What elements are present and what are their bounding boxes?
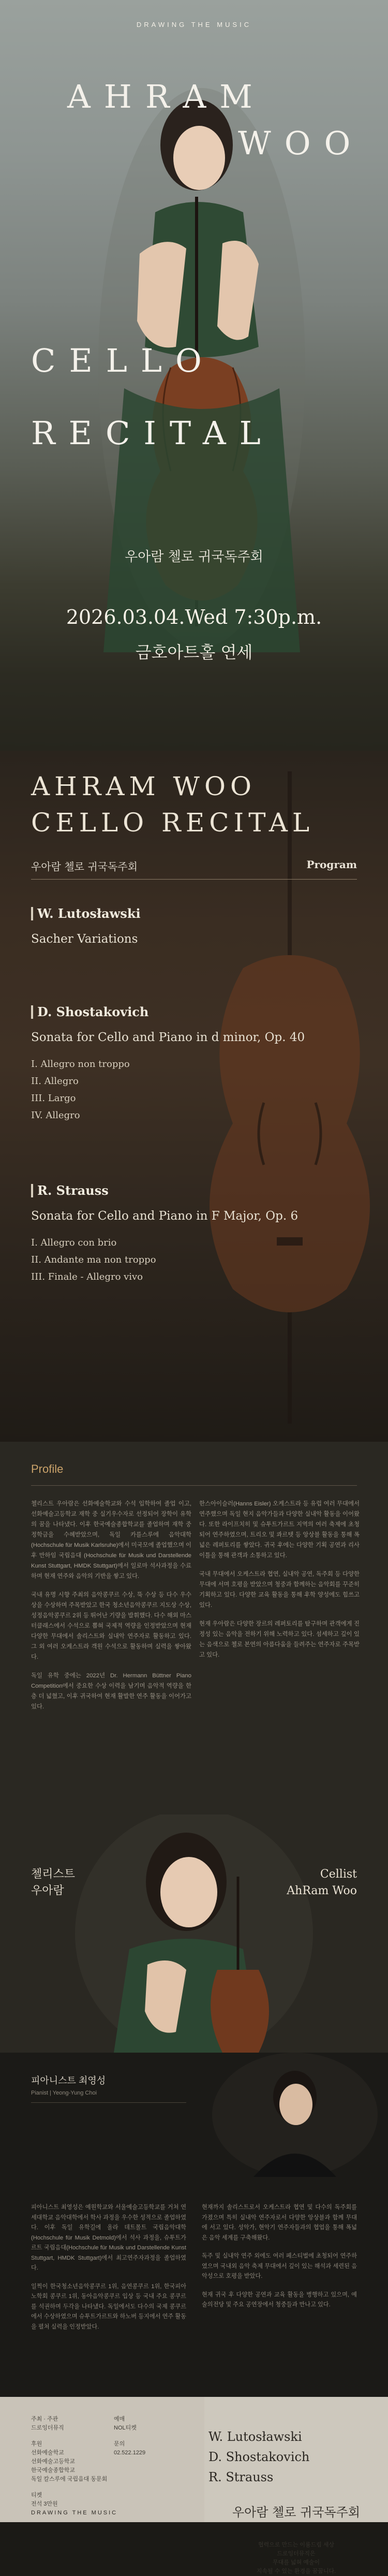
footer-note-line: 지속될 수 있는 환경을 꿈꿉니다. <box>256 2568 336 2574</box>
profile-title: Profile <box>31 1462 64 1475</box>
footer-note-line: 무대를 넓혀 예술이 <box>272 2559 320 2566</box>
program-section <box>0 751 388 1442</box>
footer-composer: W. Lutosławski <box>208 2429 302 2444</box>
footer-label: 후원 <box>31 2441 42 2447</box>
movement-item: I. Allegro con brio <box>31 1237 117 1248</box>
footer-label: 주최 · 주관 <box>31 2416 58 2422</box>
work-title: Sacher Variations <box>31 932 138 946</box>
pianist-column-right <box>202 2203 357 2319</box>
profile-section <box>0 1442 388 2053</box>
profile-paragraph: 첼리스트 우아람은 선화예술학교와 수석 입학하여 졸업 이고, 선화예술고등학교 재학 중 실기우수자로 선정되어 장학이 유학의 꿈을 나타냈다. 이후 한국예술종합학교를 졸업하며 재학 중 정학금을 수혜받았으며, 독일 카를스루에 음악대학(Hochschule für Musik Karlsruhe)에서 미국모에 졸업했으며 이 후 만하임 국립음대 (Hochschule für Musik und Darstellende Kunst Stuttgart, HMDK Stuttgart)에서 일로마 석사과정을 수료하며 현재 연주와 음악의 기반을 쌓고 있다. <box>31 1501 191 1579</box>
profile-paragraph: 국내 무대에서 오케스트라 협연, 실내악 공연, 독주회 등 다양한 무대에 서며 호평을 받았으며 청중과 함께하는 음악회를 꾸준히 기획하고 있다. 다양한 교육 활동을 통해 후학 양성에도 힘쓰고 있다. <box>199 1571 360 1608</box>
profile-divider <box>31 1485 357 1486</box>
cellist-portrait-photo <box>0 1814 388 2053</box>
hero-section <box>0 0 388 751</box>
footer-label: 예매 <box>114 2416 125 2422</box>
pianist-paragraph: 현재 귀국 후 다양한 공연과 교육 활동을 병행하고 있으며, 예술의전당 및 주요 공연장에서 청중들과 만나고 있다. <box>202 2291 357 2308</box>
hero-korean-title: 우아람 첼로 귀국독주회 <box>125 549 263 565</box>
title-bar-icon <box>31 1184 33 1197</box>
pianist-name-en: Pianist | Yeong-Yung Choi <box>31 2090 97 2096</box>
footer-value: 02.522.1229 <box>114 2450 146 2456</box>
footer-composer: R. Strauss <box>208 2470 274 2484</box>
hero-word-recital: RECITAL <box>31 414 274 452</box>
footer-group-contact <box>114 2440 145 2457</box>
profile-paragraph: 현재 우아람은 다양한 장르의 레퍼토리를 탐구하며 관객에게 진정성 있는 음악을 전하기 위해 노력하고 있다. 섬세하고 깊이 있는 음색으로 첼로 본연의 아름다움을 들려주는 연주자로 주목받고 있다. <box>199 1621 360 1658</box>
title-bar-icon <box>31 907 33 920</box>
profile-paragraph: 독일 유학 중에는 2022년 Dr. Hermann Büttner Piano Competition에서 중요한 수상 이력을 남기며 음악적 역량을 한층 더 넓혔고, 이후 귀국하여 현재 활발한 연주 활동을 이어가고 있다. <box>31 1673 191 1710</box>
program-korean-title: 우아람 첼로 귀국독주회 <box>31 860 138 873</box>
movement-item: IV. Allegro <box>31 1110 80 1121</box>
footer-info-2 <box>114 2415 145 2465</box>
program-title-line2: CELLO RECITAL <box>31 808 315 838</box>
work-title: Sonata for Cello and Piano in d minor, Op. 40 <box>31 1031 305 1044</box>
footer-note <box>204 2541 388 2576</box>
program-divider <box>31 879 357 880</box>
cellist-label-english <box>287 1866 357 1899</box>
brand-logo-top: DRAWING THE MUSIC <box>136 21 252 28</box>
footer-note-line: 협력으로 만드는 이룸드림 세상 <box>258 2542 335 2548</box>
footer-section <box>0 2397 388 2574</box>
pianist-paragraph: 독주 및 실내악 연주 외에도 여러 페스티벌에 초청되어 연주하였으며 국내외 음악 축제 무대에서 깊이 있는 해석과 세련된 음악성으로 호평을 받았다. <box>202 2253 357 2279</box>
composer-name <box>31 906 362 921</box>
footer-korean-title: 우아람 첼로 귀국독주회 <box>232 2505 361 2520</box>
movement-item: III. Largo <box>31 1093 76 1104</box>
pianist-paragraph: 피아니스트 최영성은 예원학교와 서울예술고등학교를 거쳐 연세대학교 음악대학에서 학사 과정을 우수한 성적으로 졸업하였다. 이후 독일 유학길에 올라 데트몰트 국립음악대학(Hochschule für Musik Detmold)에서 석사 과정을, 슈투트가르트 국립음대(Hochschule für Musik und Darstellende Kunst Stuttgart, HMDK Stuttgart)에서 최고연주자과정을 졸업하였다. <box>31 2204 186 2271</box>
program-label: Program <box>306 858 357 871</box>
movement-item: II. Andante ma non troppo <box>31 1254 156 1265</box>
footer-label: 문의 <box>114 2441 125 2447</box>
program-piece-1 <box>31 906 362 957</box>
pianist-paragraph: 일찍이 한국청소년음악콩쿠르 1위, 음연콩쿠르 1위, 한국피아노학회 콩쿠르 1위, 동아음악콩쿠르 입상 등 국내 주요 콩쿠르를 석권하며 두각을 나타냈다. 독일에서도 다수의 국제 콩쿠르에서 수상하였으며 슈투트가르트와 하노버 등지에서 연주 활동을 펼쳐 실력을 인정받았다. <box>31 2283 186 2330</box>
program-header <box>31 858 357 873</box>
footer-group-sponsor <box>31 2440 107 2484</box>
pianist-name-kr: 피아니스트 최영성 <box>31 2075 106 2086</box>
hero-word-ahram: AHRAM <box>67 78 266 115</box>
footer-composers <box>204 2427 388 2487</box>
footer-label: 티켓 <box>31 2492 42 2498</box>
brand-logo-bottom: DRAWING THE MUSIC <box>31 2510 118 2516</box>
footer-group-booking <box>114 2415 145 2433</box>
footer-composer: D. Shostakovich <box>208 2450 310 2464</box>
footer-summary <box>204 2397 388 2574</box>
movement-item: III. Finale - Allegro vivo <box>31 1271 143 1282</box>
cellist-en-label: Cellist <box>320 1868 357 1881</box>
profile-paragraph: 국내 유명 시향 주최의 음악콩쿠르 수상, 뚝 수상 등 다수 우수 상을 수상하며 주목받았고 한국 청소년음악콩쿠르 지도상 수상, 성정음악콩쿠르 2위 등 뛰어난 기량을 발휘했다. 다수 해외 마스터클래스에서 수석으로 뽑혀 국제적 역량을 인정받았으며 현재 다양한 무대에서 솔리스트와 실내악 연주자로 활동하고 있다. 그 외 여러 오케스트라 객원 수석으로 활동하며 실력을 쌓아왔다. <box>31 1592 191 1660</box>
program-title-line1: AHRAM WOO <box>31 771 256 801</box>
composer-name <box>31 1004 362 1019</box>
footer-group-ticket <box>31 2491 107 2509</box>
hero-word-woo: WOO <box>238 124 364 162</box>
work-title: Sonata for Cello and Piano in F Major, Op. 6 <box>31 1209 299 1223</box>
movement-item: I. Allegro non troppo <box>31 1059 130 1070</box>
profile-column-left <box>31 1499 191 1720</box>
cellist-kr-name: 우아람 <box>31 1884 64 1897</box>
profile-column-right <box>199 1499 360 1668</box>
movement-item: II. Allegro <box>31 1076 79 1087</box>
composer-text: D. Shostakovich <box>37 1004 149 1019</box>
composer-text: W. Lutosławski <box>37 906 141 921</box>
pianist-divider <box>31 2102 186 2103</box>
hero-date: 2026.03.04.Wed 7:30p.m. <box>66 606 322 628</box>
cellist-label-korean <box>31 1866 75 1899</box>
profile-paragraph: 한스아이슬러(Hanns Eisler) 오케스트라 등 유럽 여러 무대에서 연주했으며 독일 현지 음악가들과 다양한 실내악 활동을 이어왔다. 또한 라이프치히 및 슈투트가르트 지역의 여러 축제에 초청되어 연주하였으며, 트리오 및 콰르텟 등 앙상블 활동을 통해 폭넓은 레퍼토리를 쌓았다. 귀국 후에는 다양한 기획 공연과 리사이틀을 통해 관객과 소통하고 있다. <box>199 1501 360 1559</box>
pianist-paragraph: 현재까지 솔리스트로서 오케스트라 협연 및 다수의 독주회를 가졌으며 특히 실내악 연주자로서 다양한 앙상블과 함께 무대에 서고 있다. 성악가, 현악기 연주자들과의 협업을 통해 폭넓은 음악 세계를 구축해왔다. <box>202 2204 357 2241</box>
program-piece-2 <box>31 1004 362 1124</box>
hero-venue: 금호아트홀 연세 <box>135 642 253 662</box>
program-piece-3 <box>31 1183 362 1285</box>
footer-value: 전석 3만원 <box>31 2501 58 2507</box>
pianist-column-left <box>31 2203 186 2340</box>
pianist-section <box>0 2053 388 2397</box>
composer-text: R. Strauss <box>37 1183 109 1198</box>
footer-note-line: 드로잉더뮤직은 <box>277 2551 316 2557</box>
footer-value: 선화예술학교 선화예술고등학교 한국예술종합학교 독일 칼스루에 국립음대 동문회 <box>31 2450 108 2482</box>
footer-info <box>31 2415 107 2516</box>
footer-group-organizer <box>31 2415 107 2433</box>
composer-name <box>31 1183 362 1198</box>
footer-value: NOL티켓 <box>114 2425 137 2431</box>
footer-value: 드로잉더뮤직 <box>31 2425 64 2431</box>
cellist-en-name: AhRam Woo <box>287 1884 357 1897</box>
pianist-photo <box>202 2053 388 2177</box>
cellist-kr-label: 첼리스트 <box>31 1868 76 1881</box>
title-bar-icon <box>31 1005 33 1019</box>
hero-word-cello: CELLO <box>31 342 215 379</box>
